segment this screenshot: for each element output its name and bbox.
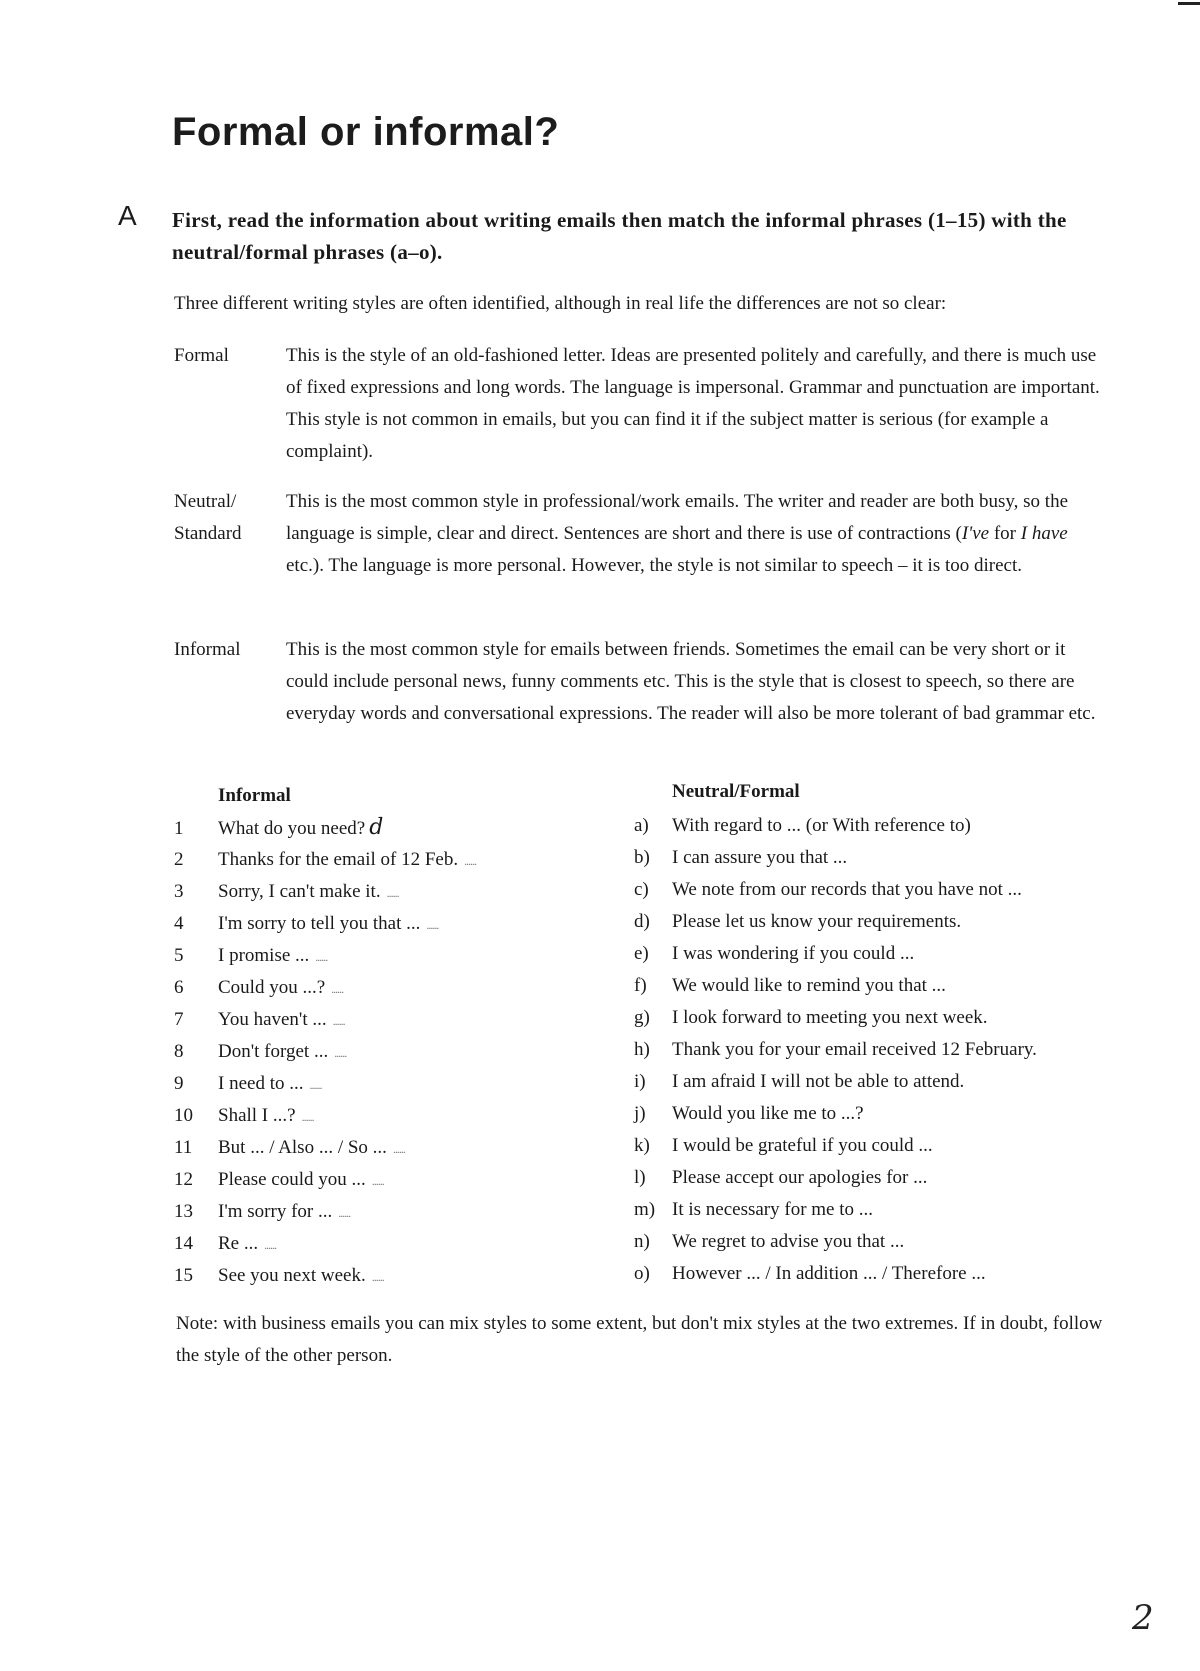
item-letter: n) — [634, 1231, 650, 1252]
handwritten-answer: d — [369, 815, 384, 840]
item-text: Shall I ...? — [218, 1105, 296, 1126]
item-number: 8 — [174, 1041, 184, 1062]
item-number: 10 — [174, 1105, 193, 1126]
informal-phrase-item — [174, 844, 574, 876]
item-text: We regret to advise you that ... — [672, 1231, 905, 1252]
informal-phrase-item — [174, 908, 574, 940]
description-text: etc.). The language is more personal. However, the style is not similar to speech – it is too direct. — [286, 555, 1022, 576]
item-number: 15 — [174, 1265, 193, 1286]
item-number: 11 — [174, 1137, 193, 1158]
item-text: Re ... — [218, 1233, 259, 1254]
answer-blank: ...... — [264, 1238, 277, 1252]
item-text: I promise ... — [218, 945, 310, 966]
item-letter: i) — [634, 1071, 646, 1092]
style-label: Neutral/ Standard — [174, 491, 242, 544]
formal-phrase-item — [634, 1034, 1134, 1066]
answer-blank: ...... — [386, 886, 399, 900]
formal-phrase-item — [634, 906, 1134, 938]
formal-phrase-item — [634, 970, 1134, 1002]
item-text: However ... / In addition ... / Therefore ... — [672, 1263, 986, 1284]
item-text: What do you need? — [218, 818, 366, 839]
item-letter: h) — [634, 1039, 650, 1060]
item-letter: g) — [634, 1007, 650, 1028]
item-letter: f) — [634, 975, 647, 996]
informal-phrase-list — [174, 812, 574, 1292]
item-text: Please accept our apologies for ... — [672, 1167, 928, 1188]
page-number: 2 — [1132, 1598, 1154, 1638]
formal-phrase-item — [634, 1130, 1134, 1162]
informal-phrase-item — [174, 1068, 574, 1100]
formal-phrase-item — [634, 1194, 1134, 1226]
item-number: 1 — [174, 818, 184, 839]
item-text: We would like to remind you that ... — [672, 975, 946, 996]
item-text: But ... / Also ... / So ... — [218, 1137, 387, 1158]
section-letter: A — [118, 200, 137, 231]
formal-phrase-list — [634, 810, 1134, 1290]
formal-phrase-item — [634, 1098, 1134, 1130]
informal-phrase-item — [174, 972, 574, 1004]
item-text: See you next week. — [218, 1265, 366, 1286]
item-text: With regard to ... (or With reference to) — [672, 815, 971, 836]
item-text: Don't forget ... — [218, 1041, 329, 1062]
formal-phrase-item — [634, 1258, 1134, 1290]
style-description: This is the most common style for emails between friends. Sometimes the email can be very short or it could include personal news, funny comments etc. This is the style that is closest to speech, so there are everyday words and conversational expressions. The reader will also be more tolerant of bad grammar etc. — [286, 639, 1096, 724]
informal-phrase-item — [174, 1132, 574, 1164]
item-text: I was wondering if you could ... — [672, 943, 915, 964]
informal-phrase-item — [174, 1004, 574, 1036]
style-description: This is the style of an old-fashioned letter. Ideas are presented politely and carefully, and there is much use of fixed expressions and long words. The language is impersonal. Grammar and punctuation are important. This style is not common in emails, but you can find it if the subject matter is serious (for example a complaint). — [286, 345, 1100, 462]
informal-phrase-item — [174, 1260, 574, 1292]
item-text: Sorry, I can't make it. — [218, 881, 381, 902]
answer-blank: ...... — [392, 1142, 405, 1156]
style-label: Formal — [174, 345, 229, 366]
formal-phrase-item — [634, 874, 1134, 906]
item-number: 4 — [174, 913, 184, 934]
formal-phrase-item — [634, 842, 1134, 874]
item-text: I am afraid I will not be able to attend. — [672, 1071, 965, 1092]
informal-phrase-item — [174, 812, 574, 844]
answer-blank: ...... — [338, 1206, 351, 1220]
item-text: I'm sorry for ... — [218, 1201, 333, 1222]
answer-blank: ...... — [331, 982, 344, 996]
item-letter: a) — [634, 815, 649, 836]
item-text: Please could you ... — [218, 1169, 366, 1190]
item-number: 7 — [174, 1009, 184, 1030]
informal-phrase-item — [174, 1036, 574, 1068]
formal-phrase-item — [634, 1162, 1134, 1194]
informal-phrase-item — [174, 1196, 574, 1228]
item-text: I look forward to meeting you next week. — [672, 1007, 988, 1028]
informal-phrase-item — [174, 940, 574, 972]
item-text: I need to ... — [218, 1073, 304, 1094]
item-letter: m) — [634, 1199, 656, 1220]
formal-phrase-item — [634, 938, 1134, 970]
description-text: This is the most common style in professional/work emails. The writer and reader are both busy, so the language is simple, clear and direct. Sentences are short and there is use of contractions ( — [286, 491, 1068, 544]
note-paragraph: Note: with business emails you can mix styles to some extent, but don't mix styles at the two extremes. If in doubt, follow the style of the other person. — [176, 1313, 1103, 1366]
item-number: 3 — [174, 881, 184, 902]
answer-blank: ...... — [315, 950, 328, 964]
intro-paragraph: Three different writing styles are often identified, although in real life the differences are not so clear: — [174, 293, 947, 314]
item-text: I can assure you that ... — [672, 847, 848, 868]
answer-blank: ...... — [309, 1078, 322, 1092]
item-text: Thank you for your email received 12 February. — [672, 1039, 1037, 1060]
informal-phrase-item — [174, 876, 574, 908]
item-letter: k) — [634, 1135, 650, 1156]
answer-blank: ...... — [371, 1270, 384, 1284]
answer-blank: ...... — [332, 1014, 345, 1028]
description-text: for — [989, 523, 1021, 544]
item-text: Would you like me to ...? — [672, 1103, 864, 1124]
answer-blank: ...... — [334, 1046, 347, 1060]
informal-phrase-item — [174, 1164, 574, 1196]
item-letter: e) — [634, 943, 649, 964]
item-text: Please let us know your requirements. — [672, 911, 962, 932]
informal-column-heading: Informal — [218, 785, 291, 806]
page-title: Formal or informal? — [172, 110, 560, 154]
item-text: I'm sorry to tell you that ... — [218, 913, 421, 934]
answer-blank: ...... — [464, 854, 477, 868]
answer-blank: ...... — [371, 1174, 384, 1188]
item-number: 9 — [174, 1073, 184, 1094]
informal-phrase-item — [174, 1228, 574, 1260]
scan-corner-mark — [1178, 2, 1200, 5]
item-letter: j) — [634, 1103, 646, 1124]
item-number: 6 — [174, 977, 184, 998]
informal-phrase-item — [174, 1100, 574, 1132]
item-letter: l) — [634, 1167, 646, 1188]
formal-column-heading: Neutral/Formal — [672, 781, 800, 802]
description-italic: I have — [1020, 523, 1068, 544]
exercise-instruction: First, read the information about writing emails then match the informal phrases (1–15) with the neutral/formal phrases (a–o). — [172, 208, 1067, 264]
item-text: We note from our records that you have not ... — [672, 879, 1022, 900]
answer-blank: ...... — [426, 918, 439, 932]
formal-phrase-item — [634, 1002, 1134, 1034]
item-letter: d) — [634, 911, 650, 932]
item-text: You haven't ... — [218, 1009, 327, 1030]
style-label: Informal — [174, 639, 241, 660]
formal-phrase-item — [634, 810, 1134, 842]
style-description — [286, 486, 1106, 582]
item-number: 2 — [174, 849, 184, 870]
item-text: Thanks for the email of 12 Feb. — [218, 849, 459, 870]
description-italic: I've — [961, 523, 990, 544]
item-letter: o) — [634, 1263, 650, 1284]
item-letter: c) — [634, 879, 649, 900]
item-number: 13 — [174, 1201, 193, 1222]
item-text: Could you ...? — [218, 977, 326, 998]
formal-phrase-item — [634, 1226, 1134, 1258]
item-text: I would be grateful if you could ... — [672, 1135, 933, 1156]
item-text: It is necessary for me to ... — [672, 1199, 874, 1220]
item-letter: b) — [634, 847, 650, 868]
formal-phrase-item — [634, 1066, 1134, 1098]
answer-blank: ...... — [301, 1110, 314, 1124]
item-number: 12 — [174, 1169, 193, 1190]
item-number: 14 — [174, 1233, 193, 1254]
item-number: 5 — [174, 945, 184, 966]
